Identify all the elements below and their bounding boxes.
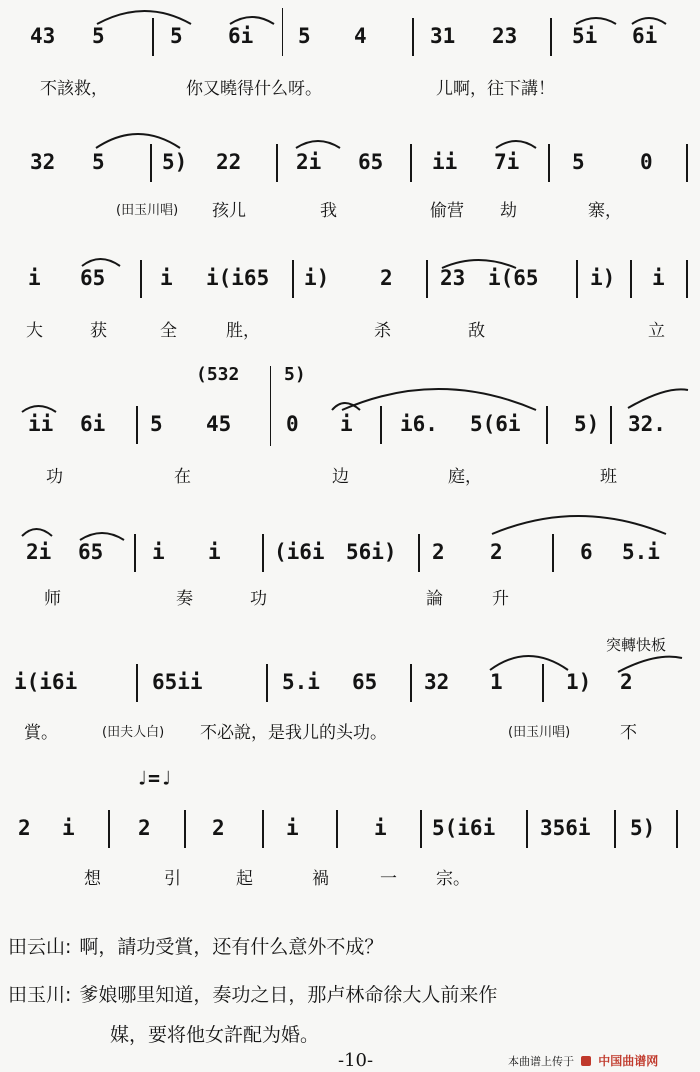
note: 65	[352, 670, 378, 694]
lyric: 不	[620, 723, 637, 743]
barline	[412, 18, 414, 56]
lyric: 你又曉得什么呀。	[186, 79, 322, 99]
lyric: 儿啊，往下講！	[436, 79, 555, 99]
lyrics-row-7	[0, 864, 700, 888]
speaker: 田云山:	[8, 936, 72, 958]
note: 1	[490, 670, 503, 694]
note: 2	[138, 816, 151, 840]
barline	[136, 406, 138, 444]
lyric: 大	[26, 321, 43, 341]
note: i	[62, 816, 75, 840]
note: 356i	[540, 816, 591, 840]
note-row-1	[0, 24, 700, 54]
slur	[95, 4, 195, 26]
lyric: 論	[426, 589, 443, 609]
site-name: 中国曲谱网	[598, 1054, 659, 1068]
barline	[270, 366, 271, 446]
note: 43	[30, 24, 56, 48]
lyrics-row-5	[0, 584, 700, 608]
barline	[686, 144, 688, 182]
note: 5	[150, 412, 163, 436]
barline	[410, 144, 412, 182]
lyric: 边	[332, 467, 349, 487]
dialogue-line-1	[8, 932, 383, 959]
watermark	[508, 1050, 658, 1069]
note-row-7	[0, 816, 700, 846]
note: 1)	[566, 670, 592, 694]
slur	[574, 12, 620, 26]
barline	[614, 810, 616, 848]
note: i6.	[400, 412, 438, 436]
note: 45	[206, 412, 232, 436]
note: 32	[424, 670, 450, 694]
note: 6	[580, 540, 593, 564]
note: 5)	[630, 816, 656, 840]
note: 5.i	[622, 540, 660, 564]
note: 65	[80, 266, 106, 290]
lyrics-row-6	[0, 718, 700, 742]
barline	[418, 534, 420, 572]
slur	[494, 134, 540, 150]
note: 65	[358, 150, 384, 174]
note: 2	[212, 816, 225, 840]
barline	[576, 260, 578, 298]
lyric: 起	[236, 869, 253, 889]
dialogue-text: 媒，要将他女許配为婚。	[110, 1024, 320, 1046]
lyric: 功	[46, 467, 63, 487]
barline	[134, 534, 136, 572]
note: i	[28, 266, 41, 290]
slur	[440, 252, 520, 270]
lyric: 宗。	[436, 869, 470, 889]
lyric: 偷营	[430, 201, 464, 221]
note: 5)	[574, 412, 600, 436]
note: 5i	[572, 24, 598, 48]
barline	[184, 810, 186, 848]
barline	[610, 406, 612, 444]
slur	[490, 506, 670, 536]
note: i(i65	[206, 266, 270, 290]
dialogue-text: 啊，請功受賞，还有什么意外不成？	[79, 936, 384, 958]
note-row-4	[0, 412, 700, 442]
note: 2	[432, 540, 445, 564]
site-logo-icon	[581, 1056, 591, 1066]
lyric: 奏	[176, 589, 193, 609]
note: 5	[92, 24, 105, 48]
note-row-6	[0, 670, 700, 700]
barline	[546, 406, 548, 444]
note: 65	[78, 540, 104, 564]
barline	[420, 810, 422, 848]
note: i	[152, 540, 165, 564]
slur	[488, 646, 572, 672]
note: 6i	[632, 24, 658, 48]
note: 5	[92, 150, 105, 174]
note: i(65	[488, 266, 539, 290]
lyric: (田玉川唱)	[508, 725, 571, 740]
note: 2i	[26, 540, 52, 564]
barline	[266, 664, 268, 702]
note: ii	[28, 412, 54, 436]
speaker: 田玉川:	[8, 984, 72, 1006]
note: i	[652, 266, 665, 290]
note: i	[208, 540, 221, 564]
barline	[526, 810, 528, 848]
lyric: (田玉川唱)	[116, 203, 179, 218]
note: i)	[304, 266, 330, 290]
above-row-7	[0, 766, 700, 792]
note: 2	[18, 816, 31, 840]
lyric: 一	[380, 869, 397, 889]
lyric: 不該救，	[40, 79, 108, 99]
slur	[20, 398, 60, 414]
lyric: 禍	[312, 869, 329, 889]
note: 56i)	[346, 540, 397, 564]
note: 6i	[80, 412, 106, 436]
barline	[410, 664, 412, 702]
note: 5(6i	[470, 412, 521, 436]
note: i	[340, 412, 353, 436]
lyrics-row-2	[0, 196, 700, 220]
barline	[262, 810, 264, 848]
slur	[340, 378, 540, 412]
note: 6i	[228, 24, 254, 48]
dialogue-line-3	[110, 1020, 319, 1047]
note: 0	[286, 412, 299, 436]
barline	[426, 260, 428, 298]
tempo-equation: ♩=♩	[136, 766, 173, 790]
annotation: (532	[196, 364, 240, 385]
note: 5	[170, 24, 183, 48]
barline	[550, 18, 552, 56]
slur	[294, 134, 344, 150]
note: 2i	[296, 150, 322, 174]
note: i)	[590, 266, 616, 290]
lyric: 在	[174, 467, 191, 487]
slur	[20, 520, 56, 538]
note: i(i6i	[14, 670, 78, 694]
lyric: 想	[84, 869, 101, 889]
lyric: 杀	[374, 321, 391, 341]
lyric: 庭，	[448, 467, 482, 487]
lyric: 获	[90, 321, 107, 341]
note: 7i	[494, 150, 520, 174]
slur	[616, 652, 686, 674]
note-row-2	[0, 150, 700, 180]
note: i	[160, 266, 173, 290]
note: 4	[354, 24, 367, 48]
lyric: 胜，	[226, 321, 260, 341]
note: 2	[380, 266, 393, 290]
note: 5	[298, 24, 311, 48]
barline	[292, 260, 294, 298]
lyric: 班	[600, 467, 617, 487]
note: 22	[216, 150, 242, 174]
barline	[140, 260, 142, 298]
barline	[676, 810, 678, 848]
barline	[630, 260, 632, 298]
lyric: 我	[320, 201, 337, 221]
note: i	[286, 816, 299, 840]
barline	[686, 260, 688, 298]
lyric: 敌	[468, 321, 485, 341]
lyric: 寨，	[588, 201, 622, 221]
note: 5	[572, 150, 585, 174]
note: 5(i6i	[432, 816, 496, 840]
note: 23	[440, 266, 466, 290]
lyric: (田夫人白)	[102, 725, 165, 740]
barline	[552, 534, 554, 572]
note: 32	[30, 150, 56, 174]
barline	[282, 8, 283, 56]
note: 2	[620, 670, 633, 694]
barline	[276, 144, 278, 182]
lyrics-row-3	[0, 316, 700, 340]
lyric: 功	[250, 589, 267, 609]
lyric: 引	[164, 869, 181, 889]
note: 2	[490, 540, 503, 564]
lyrics-row-4	[0, 462, 700, 486]
barline	[136, 664, 138, 702]
slur	[80, 252, 124, 268]
lyric: 立	[648, 321, 665, 341]
note: 65ii	[152, 670, 203, 694]
lyric: 升	[492, 589, 509, 609]
slur	[630, 12, 670, 26]
page-number: -10-	[338, 1050, 374, 1071]
note-row-3	[0, 266, 700, 296]
lyric: 师	[44, 589, 61, 609]
note: ii	[432, 150, 458, 174]
barline	[262, 534, 264, 572]
barline	[548, 144, 550, 182]
note: 5.i	[282, 670, 320, 694]
slur	[78, 526, 128, 542]
lyric: 孩儿	[212, 201, 246, 221]
lyric: 劫	[500, 201, 517, 221]
note: (i6i	[274, 540, 325, 564]
lyrics-row-1	[0, 74, 700, 98]
tempo-marking: 突轉快板	[606, 636, 667, 654]
slur	[228, 10, 278, 26]
note: 32.	[628, 412, 666, 436]
lyric: 不必說，是我儿的头功。	[200, 723, 387, 743]
note: 31	[430, 24, 456, 48]
note: 5)	[162, 150, 188, 174]
note: i	[374, 816, 387, 840]
dialogue-text: 爹娘哪里知道，奏功之日，那卢林命徐大人前来作	[79, 984, 498, 1006]
slur	[330, 394, 364, 412]
dialogue-line-2	[8, 980, 497, 1007]
note: 23	[492, 24, 518, 48]
lyric: 全	[160, 321, 177, 341]
barline	[336, 810, 338, 848]
lyric: 賞。	[24, 723, 58, 743]
slur	[626, 386, 690, 410]
barline	[108, 810, 110, 848]
slur	[94, 126, 184, 150]
note: 0	[640, 150, 653, 174]
note-row-5	[0, 540, 700, 570]
credit-text: 本曲谱上传于	[508, 1055, 574, 1068]
annotation: 5)	[284, 364, 306, 385]
